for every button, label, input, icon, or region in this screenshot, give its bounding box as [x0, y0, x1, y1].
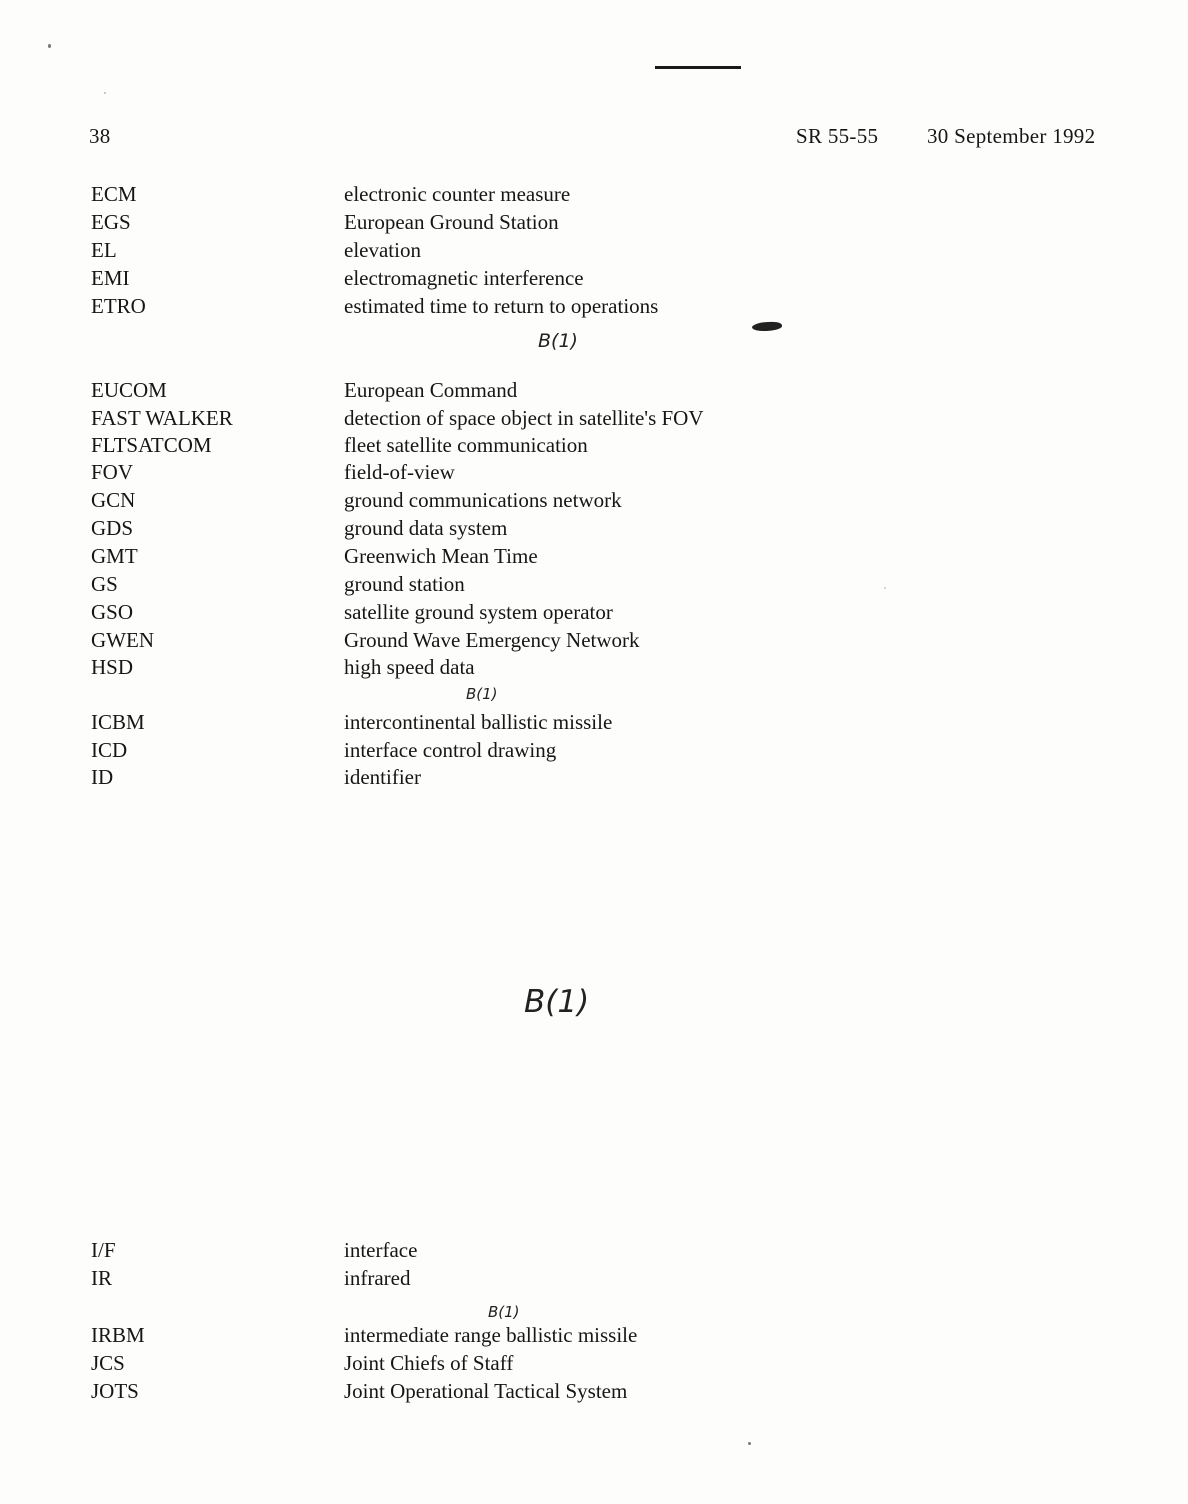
definition: interface control drawing	[344, 738, 557, 762]
definition: high speed data	[344, 655, 475, 679]
acronym: EL	[91, 238, 117, 262]
definition: ground data system	[344, 516, 508, 540]
definition: Joint Operational Tactical System	[344, 1379, 628, 1403]
definition: Greenwich Mean Time	[344, 544, 538, 568]
acronym: GSO	[91, 600, 134, 624]
acronym: EMI	[91, 266, 130, 290]
acronym: IR	[91, 1266, 112, 1290]
definition: satellite ground system operator	[344, 600, 613, 624]
definition: estimated time to return to operations	[344, 294, 659, 318]
acronym: JOTS	[91, 1379, 139, 1403]
redaction-mark: B(1)	[466, 685, 498, 703]
acronym: ETRO	[91, 294, 146, 318]
acronym: FAST WALKER	[91, 406, 233, 430]
acronym: ID	[91, 765, 114, 789]
top-rule-mark	[655, 66, 741, 69]
definition: electronic counter measure	[344, 182, 571, 206]
acronym: FOV	[91, 460, 134, 484]
scan-speck	[104, 92, 106, 94]
definition: European Command	[344, 378, 518, 402]
ink-blot	[752, 320, 783, 332]
scan-speck	[48, 44, 51, 48]
definition: ground station	[344, 572, 465, 596]
scan-speck	[884, 587, 886, 589]
acronym: GMT	[91, 544, 138, 568]
definition: European Ground Station	[344, 210, 559, 234]
definition: infrared	[344, 1266, 411, 1290]
redaction-mark: B(1)	[524, 984, 590, 1020]
definition: electromagnetic interference	[344, 266, 584, 290]
acronym: ICBM	[91, 710, 145, 734]
definition: intercontinental ballistic missile	[344, 710, 613, 734]
definition: detection of space object in satellite's FOV	[344, 406, 704, 430]
page-number: 38	[89, 124, 111, 148]
definition: identifier	[344, 765, 421, 789]
definition: Ground Wave Emergency Network	[344, 628, 640, 652]
redaction-mark: B(1)	[488, 1303, 520, 1321]
document-id: SR 55-55	[796, 124, 879, 148]
redaction-mark: B(1)	[538, 330, 578, 352]
acronym: GDS	[91, 516, 134, 540]
acronym: FLTSATCOM	[91, 433, 212, 457]
acronym: EUCOM	[91, 378, 167, 402]
acronym: JCS	[91, 1351, 125, 1375]
acronym: EGS	[91, 210, 131, 234]
definition: elevation	[344, 238, 421, 262]
definition: intermediate range ballistic missile	[344, 1323, 638, 1347]
acronym: GWEN	[91, 628, 154, 652]
acronym: HSD	[91, 655, 134, 679]
definition: fleet satellite communication	[344, 433, 588, 457]
acronym: GS	[91, 572, 118, 596]
acronym: I/F	[91, 1238, 116, 1262]
acronym: ECM	[91, 182, 137, 206]
definition: Joint Chiefs of Staff	[344, 1351, 514, 1375]
document-date: 30 September 1992	[927, 124, 1096, 148]
acronym: ICD	[91, 738, 128, 762]
definition: ground communications network	[344, 488, 622, 512]
definition: field-of-view	[344, 460, 455, 484]
acronym: IRBM	[91, 1323, 145, 1347]
scan-speck	[748, 1442, 751, 1445]
definition: interface	[344, 1238, 418, 1262]
acronym: GCN	[91, 488, 136, 512]
